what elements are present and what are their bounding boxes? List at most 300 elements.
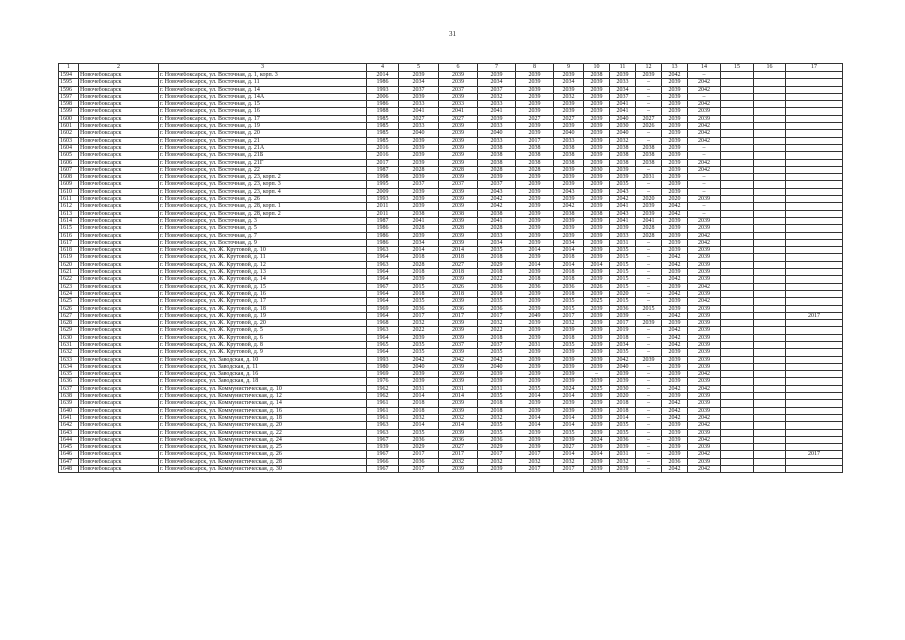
table-cell: – [636,371,662,378]
table-cell [754,341,786,348]
table-cell [721,203,754,210]
table-cell: 2014 [554,414,584,421]
table-cell: 2035 [399,298,439,305]
table-cell [721,451,754,458]
table-cell [786,436,843,443]
table-cell: – [636,385,662,392]
table-cell: 1642 [59,422,79,429]
table-row [59,283,843,290]
table-cell: г. Новочебоксарск, ул. Восточная, д. 16 [159,108,367,115]
table-cell: 2039 [688,363,721,370]
table-cell: 2024 [554,385,584,392]
table-cell: 2039 [662,225,688,232]
table-cell: – [636,188,662,195]
table-cell: 2042 [662,407,688,414]
table-cell: 2015 [610,269,636,276]
table-row [59,356,843,363]
table-cell: – [688,93,721,100]
table-cell: 2042 [688,283,721,290]
table-cell: 2035 [478,247,516,254]
table-cell: 2039 [662,363,688,370]
table-cell: 2039 [636,320,662,327]
table-cell: 2043 [610,188,636,195]
table-cell: 2036 [399,436,439,443]
table-cell: 2037 [610,93,636,100]
table-cell: 2035 [478,393,516,400]
table-cell: 1647 [59,458,79,465]
table-cell [721,152,754,159]
table-cell: 2039 [662,393,688,400]
table-cell: г. Новочебоксарск, ул. Ж. Крутовой, д. 17 [159,298,367,305]
table-cell [786,407,843,414]
table-cell: 2040 [610,115,636,122]
column-number: 7 [478,64,516,72]
table-cell: 2039 [584,429,610,436]
table-cell: 2018 [554,254,584,261]
table-cell [754,108,786,115]
table-cell: г. Новочебоксарск, ул. Ж. Крутовой, д. 19 [159,312,367,319]
table-cell: 2033 [399,123,439,130]
table-cell: Новочебоксарск [79,466,159,473]
table-cell: 2038 [478,152,516,159]
table-cell: 2018 [554,276,584,283]
table-cell: 2039 [688,261,721,268]
table-cell: 2039 [584,137,610,144]
table-cell: 2020 [610,290,636,297]
table-cell: 2039 [584,217,610,224]
table-cell: 2039 [584,239,610,246]
table-cell: 2038 [399,210,439,217]
table-cell: 2028 [478,225,516,232]
table-cell: 2015 [636,305,662,312]
table-cell [721,239,754,246]
table-cell: 2033 [610,232,636,239]
table-cell: 2027 [439,115,478,122]
table-cell: 2018 [399,269,439,276]
table-row [59,101,843,108]
table-cell [754,444,786,451]
table-cell: 2035 [478,429,516,436]
table-cell: – [688,181,721,188]
table-cell: 2042 [688,166,721,173]
table-cell: 2039 [516,254,554,261]
table-cell: 2039 [688,320,721,327]
table-row [59,312,843,319]
table-cell: 2039 [584,458,610,465]
table-cell: 2014 [399,393,439,400]
table-cell [721,466,754,473]
table-cell: 2039 [554,327,584,334]
table-cell: 2039 [516,72,554,79]
table-cell: 2035 [554,341,584,348]
table-row [59,378,843,385]
table-cell: 1633 [59,356,79,363]
table-cell: 2039 [439,72,478,79]
table-cell: 2032 [610,137,636,144]
table-cell: – [636,451,662,458]
table-cell: 2017 [399,451,439,458]
table-cell [721,436,754,443]
column-number: 6 [439,64,478,72]
table-cell: 2014 [584,261,610,268]
column-number: 17 [786,64,843,72]
table-cell: 2039 [516,305,554,312]
table-cell: – [636,261,662,268]
table-cell: 1993 [367,196,399,203]
table-cell: 2039 [439,239,478,246]
table-cell: 2039 [662,93,688,100]
table-cell: 1645 [59,444,79,451]
table-cell: г. Новочебоксарск, ул. Коммунистическая, д. 14 [159,400,367,407]
table-cell: 2038 [478,144,516,151]
table-cell: 2014 [399,422,439,429]
table-cell [786,181,843,188]
table-cell [754,159,786,166]
table-cell: 2039 [516,429,554,436]
table-cell [754,174,786,181]
table-row [59,130,843,137]
table-row [59,79,843,86]
table-cell: 2014 [516,247,554,254]
table-row [59,414,843,421]
table-cell: г. Новочебоксарск, ул. Ж. Крутовой, д. 15 [159,283,367,290]
table-cell [754,188,786,195]
table-cell: Новочебоксарск [79,298,159,305]
table-cell: Новочебоксарск [79,444,159,451]
table-cell: 2039 [439,203,478,210]
table-cell: 2039 [662,101,688,108]
table-cell: 2011 [367,210,399,217]
table-cell: 2042 [610,196,636,203]
table-cell: 2039 [439,93,478,100]
table-cell: 2039 [516,298,554,305]
table-cell: г. Новочебоксарск, ул. Восточная, д. 28, корп. 2 [159,210,367,217]
table-cell: 2014 [399,247,439,254]
table-cell: 1595 [59,79,79,86]
column-number: 9 [554,64,584,72]
column-number: 15 [721,64,754,72]
table-cell: г. Новочебоксарск, ул. Восточная, д. 11 [159,79,367,86]
table-cell: 2018 [399,400,439,407]
table-cell: 2014 [516,414,554,421]
table-row [59,298,843,305]
table-cell: 2039 [439,327,478,334]
table-row [59,458,843,465]
table-cell: 2039 [478,115,516,122]
table-cell: 2037 [439,86,478,93]
table-cell: 2039 [399,334,439,341]
table-cell: г. Новочебоксарск, ул. Ж. Крутовой, д. 12 [159,261,367,268]
table-cell: г. Новочебоксарск, ул. Восточная, д. 23, корп. 2 [159,174,367,181]
table-cell: 2039 [554,181,584,188]
table-cell [786,363,843,370]
table-cell: 2036 [478,436,516,443]
table-cell: 2041 [399,217,439,224]
table-cell: 2042 [478,203,516,210]
table-cell [754,298,786,305]
table-cell [754,283,786,290]
table-row [59,123,843,130]
table-cell: 2016 [367,144,399,151]
table-cell: г. Новочебоксарск, ул. Ж. Крутовой, д. 6 [159,334,367,341]
table-cell: 2039 [688,115,721,122]
table-cell: 1986 [367,79,399,86]
table-cell: 1961 [367,407,399,414]
table-cell: 2039 [584,232,610,239]
table-cell: 2039 [516,79,554,86]
table-cell: 1985 [367,137,399,144]
table-cell: Новочебоксарск [79,283,159,290]
table-row [59,341,843,348]
table-cell: 2020 [636,196,662,203]
table-cell: 2039 [584,152,610,159]
table-cell: 1594 [59,72,79,79]
table-cell: 2039 [584,196,610,203]
table-cell: 2042 [399,356,439,363]
table-cell: 2028 [439,225,478,232]
table-cell: 2035 [610,247,636,254]
table-cell: 1646 [59,451,79,458]
table-cell: 2039 [662,422,688,429]
table-cell: 2015 [554,305,584,312]
table-cell: Новочебоксарск [79,327,159,334]
table-cell [721,269,754,276]
table-cell: 2032 [554,458,584,465]
table-cell [754,210,786,217]
table-cell: Новочебоксарск [79,451,159,458]
table-cell [721,188,754,195]
table-cell: 2039 [662,298,688,305]
table-cell: 2037 [478,86,516,93]
table-cell: 2042 [662,414,688,421]
table-cell: 2030 [584,166,610,173]
table-cell [754,334,786,341]
table-cell: 2033 [478,101,516,108]
table-cell: 1963 [367,247,399,254]
table-cell: г. Новочебоксарск, ул. Восточная, д. 22 [159,166,367,173]
table-cell: 2039 [478,466,516,473]
table-cell: 2018 [610,400,636,407]
table-cell: 2039 [399,152,439,159]
table-cell: 2038 [584,210,610,217]
table-cell: 2039 [399,203,439,210]
table-cell [721,356,754,363]
table-cell: 1993 [367,86,399,93]
table-cell [721,414,754,421]
table-cell [786,115,843,122]
table-cell [786,232,843,239]
table-cell: 2042 [662,72,688,79]
table-cell: 2038 [584,72,610,79]
table-cell: 2034 [478,79,516,86]
table-cell: 1967 [367,436,399,443]
table-cell: г. Новочебоксарск, ул. Заводская, д. 11 [159,363,367,370]
table-cell: 2043 [478,188,516,195]
table-cell: 2017 [554,312,584,319]
table-cell: 2025 [584,298,610,305]
table-row [59,363,843,370]
table-cell: 1623 [59,283,79,290]
table-cell: 2038 [554,152,584,159]
table-cell: 2035 [554,298,584,305]
table-cell: 2014 [584,451,610,458]
table-cell: Новочебоксарск [79,86,159,93]
table-cell [786,327,843,334]
table-cell: – [636,363,662,370]
table-cell [786,414,843,421]
table-cell: 2039 [516,174,554,181]
table-cell: 1604 [59,144,79,151]
table-cell: 2039 [584,115,610,122]
table-cell: 2037 [478,341,516,348]
table-cell: Новочебоксарск [79,239,159,246]
table-cell: Новочебоксарск [79,159,159,166]
table-cell [721,385,754,392]
table-cell: 2042 [662,334,688,341]
table-cell: 2033 [399,101,439,108]
table-row [59,349,843,356]
table-cell: 2039 [584,247,610,254]
table-cell: 2032 [478,320,516,327]
table-cell: 2042 [688,123,721,130]
table-cell [786,341,843,348]
table-cell: 2027 [554,115,584,122]
table-cell: 1976 [367,378,399,385]
table-cell: 2039 [399,196,439,203]
table-cell: 2038 [516,144,554,151]
table-cell: 2042 [662,261,688,268]
table-cell [754,320,786,327]
table-cell: 2041 [610,217,636,224]
table-cell: Новочебоксарск [79,371,159,378]
table-cell: г. Новочебоксарск, ул. Восточная, д. 21Б [159,152,367,159]
table-cell [754,72,786,79]
table-cell: 2039 [554,407,584,414]
table-cell: 2014 [439,393,478,400]
table-cell: 2039 [478,72,516,79]
table-cell [721,181,754,188]
table-row [59,422,843,429]
table-cell: – [636,276,662,283]
table-cell: 1624 [59,290,79,297]
table-cell [786,72,843,79]
table-cell: 1964 [367,334,399,341]
table-cell: 1638 [59,393,79,400]
table-cell: 2039 [439,407,478,414]
table-cell: 2039 [662,320,688,327]
table-cell: г. Новочебоксарск, ул. Восточная, д. 23, корп. 3 [159,181,367,188]
table-cell: 2018 [478,407,516,414]
table-cell: г. Новочебоксарск, ул. Ж. Крутовой, д. 20 [159,320,367,327]
table-cell: 2039 [516,217,554,224]
table-cell: 2043 [610,210,636,217]
table-cell: 2031 [610,451,636,458]
table-cell: 2039 [584,159,610,166]
table-cell: 2039 [516,371,554,378]
table-cell: 2039 [554,400,584,407]
table-cell: 2014 [516,393,554,400]
table-cell [786,385,843,392]
table-cell: 2017 [399,466,439,473]
table-cell: 2042 [688,232,721,239]
table-cell [754,123,786,130]
table-cell: 2042 [662,466,688,473]
table-cell: 2041 [399,108,439,115]
table-cell: 2017 [516,137,554,144]
table-cell: Новочебоксарск [79,101,159,108]
table-cell: 2038 [478,159,516,166]
table-cell: 2025 [584,385,610,392]
table-cell: 2039 [516,101,554,108]
table-cell: 2009 [367,188,399,195]
table-cell: 2039 [399,232,439,239]
table-cell [754,86,786,93]
register-table [58,63,843,473]
table-cell: Новочебоксарск [79,196,159,203]
table-cell: 2039 [662,166,688,173]
table-cell [754,371,786,378]
table-cell: 2035 [478,422,516,429]
table-cell: 2027 [636,115,662,122]
table-cell: г. Новочебоксарск, ул. Заводская, д. 16 [159,371,367,378]
table-cell: Новочебоксарск [79,422,159,429]
table-cell: 2039 [584,466,610,473]
table-cell: 2042 [662,276,688,283]
table-cell [786,86,843,93]
table-cell: Новочебоксарск [79,115,159,122]
table-cell: 2039 [662,130,688,137]
table-cell: 2039 [688,217,721,224]
table-row [59,115,843,122]
table-cell: 2039 [516,93,554,100]
table-cell: г. Новочебоксарск, ул. Коммунистическая, д. 26 [159,451,367,458]
table-cell: – [636,181,662,188]
table-cell: 2039 [688,400,721,407]
table-cell: 2039 [662,247,688,254]
table-cell: 1964 [367,269,399,276]
table-cell: 2018 [478,290,516,297]
table-cell: 2018 [554,269,584,276]
table-cell: Новочебоксарск [79,188,159,195]
table-cell [721,334,754,341]
column-number: 13 [662,64,688,72]
table-cell: г. Новочебоксарск, ул. Ж. Крутовой, д. 13 [159,269,367,276]
table-cell: 2039 [688,225,721,232]
table-cell: 2017 [610,320,636,327]
table-cell: 2039 [478,378,516,385]
table-cell: Новочебоксарск [79,130,159,137]
table-row [59,159,843,166]
table-cell [754,137,786,144]
table-cell: 1622 [59,276,79,283]
table-cell [786,422,843,429]
table-cell [721,327,754,334]
table-cell: 2039 [584,86,610,93]
table-cell [786,276,843,283]
table-cell: 2031 [636,174,662,181]
table-cell: 2041 [636,217,662,224]
table-cell: Новочебоксарск [79,341,159,348]
table-cell [786,283,843,290]
column-number: 12 [636,64,662,72]
table-cell: 2011 [367,203,399,210]
table-cell [786,225,843,232]
table-cell [786,400,843,407]
table-cell: 2039 [584,312,610,319]
table-cell: 2039 [516,86,554,93]
table-cell: 2039 [399,93,439,100]
column-number: 11 [610,64,636,72]
